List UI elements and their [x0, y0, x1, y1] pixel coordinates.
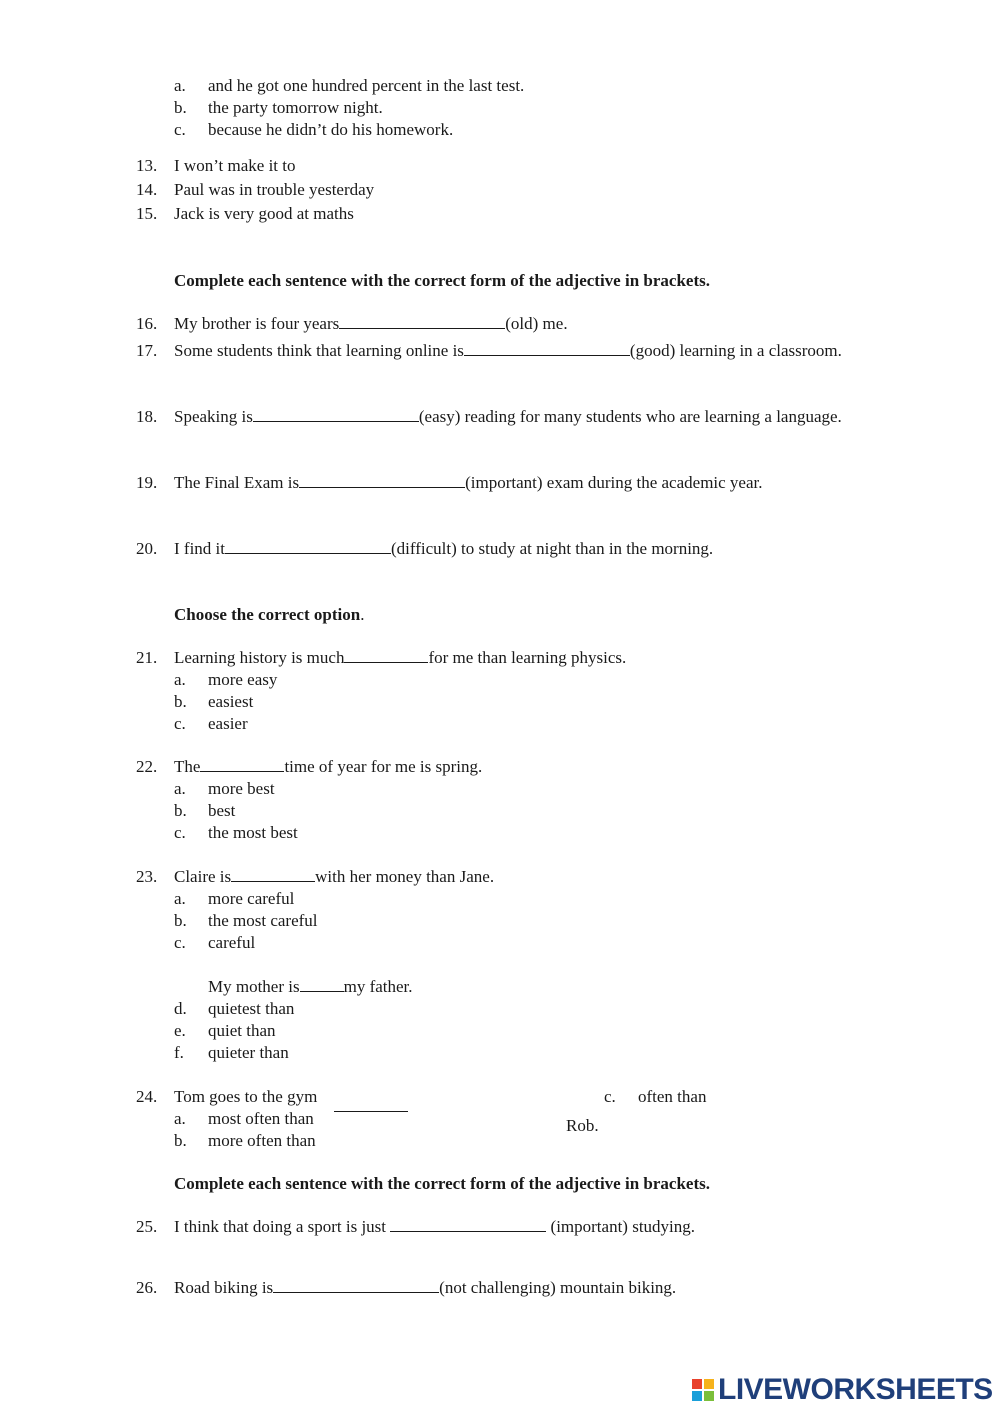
answer-blank-24[interactable]	[334, 1111, 408, 1112]
answer-blank-22[interactable]	[200, 757, 284, 772]
answer-blank-20[interactable]	[225, 539, 391, 554]
question-mother: My mother is my father.	[208, 977, 413, 996]
answer-blank-21[interactable]	[344, 648, 428, 663]
section2-heading: Choose the correct option.	[174, 605, 365, 624]
answer-blank-18[interactable]	[253, 407, 419, 422]
answer-blank-26[interactable]	[273, 1278, 439, 1293]
logo-text: LIVEWORKSHEETS	[718, 1373, 993, 1406]
answer-blank-16[interactable]	[339, 314, 505, 329]
answer-blank-25[interactable]	[390, 1217, 546, 1232]
liveworksheets-logo	[692, 1374, 993, 1406]
q24-rob: Rob.	[566, 1116, 599, 1135]
section3-heading: Complete each sentence with the correct form of the adjective in brackets.	[174, 1174, 710, 1193]
q24-option-c[interactable]: c. often than	[604, 1087, 707, 1106]
answer-blank-19[interactable]	[299, 473, 465, 488]
section1-heading: Complete each sentence with the correct form of the adjective in brackets.	[174, 271, 710, 290]
logo-squares-icon	[692, 1379, 714, 1401]
answer-blank-23[interactable]	[231, 867, 315, 882]
answer-blank-mother[interactable]	[300, 977, 344, 992]
answer-blank-17[interactable]	[464, 341, 630, 356]
